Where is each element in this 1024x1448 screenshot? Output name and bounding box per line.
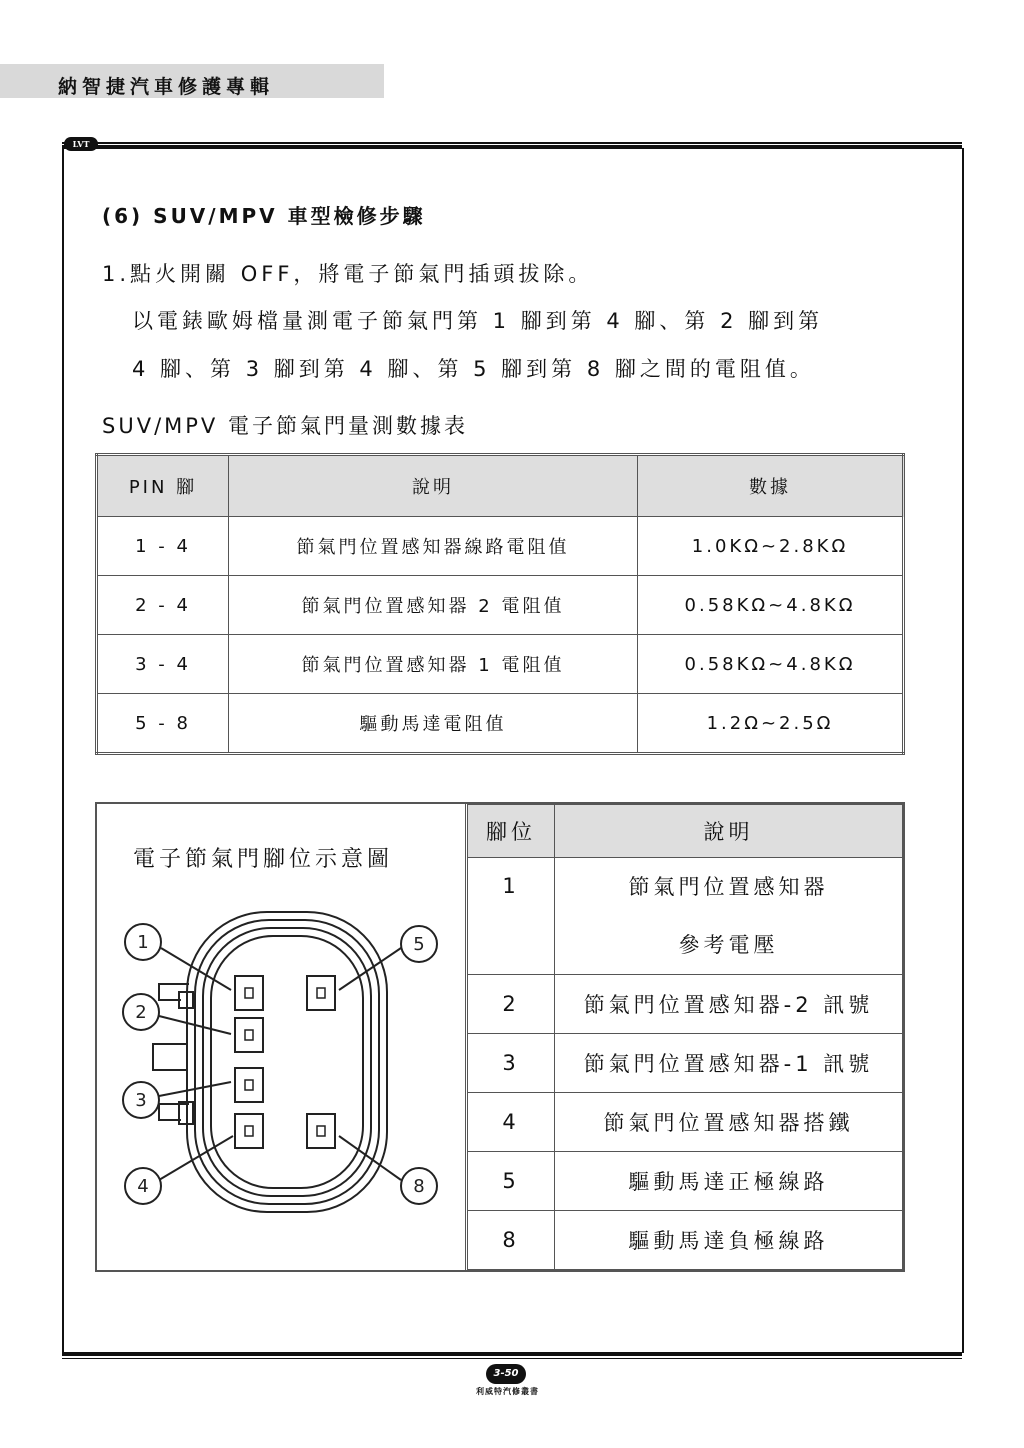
cell-pin: 3 [468, 1034, 555, 1093]
connector-diagram [97, 804, 465, 1270]
cell-description: 驅動馬達電阻值 [229, 694, 638, 754]
pin-slot [307, 976, 335, 1010]
callout-label: 8 [413, 1176, 425, 1197]
cell-value: 1.0KΩ~2.8KΩ [638, 517, 904, 576]
table-row [97, 635, 904, 694]
pin-function-table [467, 804, 903, 1270]
connector-inner-ring [203, 928, 371, 1196]
page-header-title: 納智捷汽車修護專輯 [58, 76, 275, 98]
pin-slot [235, 1018, 263, 1052]
cell-value: 0.58KΩ~4.8KΩ [638, 635, 904, 694]
callout-label: 4 [137, 1176, 149, 1197]
bottom-rule [62, 1358, 962, 1359]
cell-description [555, 858, 903, 975]
publisher-mark: 利威特汽修叢書 [476, 1387, 539, 1396]
callout-label: 5 [413, 934, 425, 955]
cell-pin: 8 [468, 1211, 555, 1270]
pin-slot [235, 1114, 263, 1148]
table-row [97, 517, 904, 576]
connector-outer-ring [187, 912, 387, 1212]
cell-pin: 2 - 4 [97, 576, 229, 635]
connector-core [211, 936, 363, 1188]
table-row [97, 576, 904, 635]
cell-pin: 1 [468, 858, 555, 975]
table-row [468, 858, 903, 975]
connector-latch-tab [159, 1104, 189, 1120]
table-row [468, 1211, 903, 1270]
step-1-text: 1.點火開關 OFF，將電子節氣門插頭拔除。 [102, 262, 594, 286]
step-1-detail-line-1: 以電錶歐姆檔量測電子節氣門第 1 腳到第 4 腳、第 2 腳到第 [132, 309, 824, 333]
cell-value: 1.2Ω~2.5Ω [638, 694, 904, 754]
cell-description: 節氣門位置感知器 1 電阻值 [229, 635, 638, 694]
page-number-badge: 3-50 [486, 1364, 526, 1384]
cell-description: 驅動馬達負極線路 [555, 1211, 903, 1270]
callout-label: 3 [135, 1090, 147, 1111]
section-heading: (6) SUV/MPV 車型檢修步驟 [102, 204, 426, 228]
table-row [468, 1034, 903, 1093]
lvt-logo: LVT [64, 137, 98, 151]
resistance-spec-table [95, 453, 905, 755]
cell-pin: 4 [468, 1093, 555, 1152]
column-header-pin-position: 腳位 [468, 805, 555, 858]
column-header-description: 說明 [229, 455, 638, 517]
cell-description: 節氣門位置感知器-2 訊號 [555, 975, 903, 1034]
connector-side-tab [153, 1044, 187, 1070]
connector-diagram-cell [97, 804, 468, 1270]
table-row [97, 694, 904, 754]
table-header-row [468, 805, 903, 858]
bottom-rule-thick [62, 1352, 962, 1356]
cell-description: 節氣門位置感知器 2 電阻值 [229, 576, 638, 635]
cell-pin: 1 - 4 [97, 517, 229, 576]
diagram-title: 電子節氣門腳位示意圖 [133, 847, 394, 872]
table-row [468, 1093, 903, 1152]
cell-pin: 5 - 8 [97, 694, 229, 754]
step-1-detail-line-2: 4 腳、第 3 腳到第 4 腳、第 5 腳到第 8 腳之間的電阻值。 [132, 357, 815, 381]
cell-description: 節氣門位置感知器-1 訊號 [555, 1034, 903, 1093]
cell-pin: 2 [468, 975, 555, 1034]
cell-description: 驅動馬達正極線路 [555, 1152, 903, 1211]
spec-table-caption: SUV/MPV 電子節氣門量測數據表 [102, 414, 468, 438]
top-rule [62, 142, 962, 144]
pin-slot [235, 1068, 263, 1102]
description-line: 參考電壓 [678, 933, 779, 957]
description-line: 節氣門位置感知器 [628, 875, 829, 899]
cell-description: 節氣門位置感知器線路電阻值 [229, 517, 638, 576]
callout-circles [123, 924, 437, 1204]
pin-layout-box [95, 802, 905, 1272]
pin-slot [307, 1114, 335, 1148]
column-header-value: 數據 [638, 455, 904, 517]
pin-slot [235, 976, 263, 1010]
column-header-description: 說明 [555, 805, 903, 858]
cell-value: 0.58KΩ~4.8KΩ [638, 576, 904, 635]
table-header-row [97, 455, 904, 517]
callout-label: 1 [137, 932, 149, 953]
cell-pin: 3 - 4 [97, 635, 229, 694]
table-row [468, 975, 903, 1034]
cell-pin: 5 [468, 1152, 555, 1211]
callout-label: 2 [135, 1002, 147, 1023]
cell-description: 節氣門位置感知器搭鐵 [555, 1093, 903, 1152]
column-header-pin: PIN 腳 [97, 455, 229, 517]
table-row [468, 1152, 903, 1211]
